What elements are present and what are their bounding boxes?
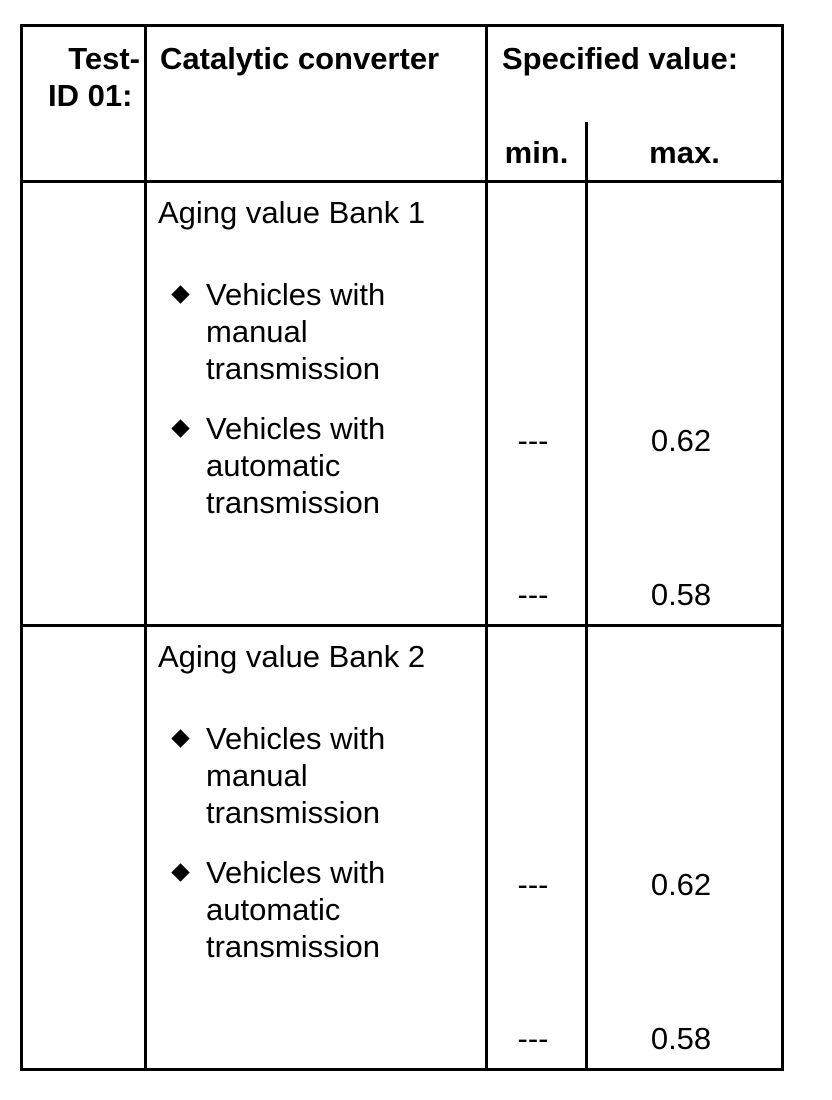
list-item-line: automatic: [206, 448, 341, 483]
list-item-line: transmission: [206, 351, 380, 386]
header-test-id-line2: ID 01:: [48, 78, 133, 113]
list-item-line: Vehicles with: [206, 721, 386, 756]
column-divider-id: [144, 24, 147, 1071]
value-min: ---: [517, 423, 549, 458]
table-border-bottom: [20, 1068, 784, 1071]
row-title-bank-1: Aging value Bank 1: [158, 195, 426, 230]
value-min: ---: [517, 577, 549, 612]
bullet-diamond-icon: [171, 729, 189, 747]
value-max: 0.58: [650, 1021, 712, 1056]
list-item-line: manual: [206, 758, 308, 793]
list-item-line: transmission: [206, 929, 380, 964]
table-border-right: [781, 24, 784, 1071]
header-min: min.: [504, 135, 569, 170]
list-item-line: Vehicles with: [206, 411, 386, 446]
header-specified-value: Specified value:: [502, 41, 739, 76]
value-max: 0.62: [650, 867, 712, 902]
bullet-diamond-icon: [171, 285, 189, 303]
list-item-line: manual: [206, 314, 308, 349]
column-divider-component: [485, 24, 488, 1071]
list-item-line: transmission: [206, 485, 380, 520]
table-border-top: [20, 24, 784, 27]
list-item-line: Vehicles with: [206, 855, 386, 890]
header-divider: [20, 180, 784, 183]
list-item-line: Vehicles with: [206, 277, 386, 312]
list-item-line: automatic: [206, 892, 341, 927]
bullet-diamond-icon: [171, 863, 189, 881]
value-min: ---: [517, 1021, 549, 1056]
value-max: 0.58: [650, 577, 712, 612]
row-divider: [20, 624, 784, 627]
header-component: Catalytic converter: [160, 41, 440, 76]
table-border-left: [20, 24, 23, 1071]
row-title-bank-2: Aging value Bank 2: [158, 639, 426, 674]
header-max: max.: [649, 135, 720, 170]
value-min: ---: [517, 867, 549, 902]
bullet-diamond-icon: [171, 419, 189, 437]
list-item-line: transmission: [206, 795, 380, 830]
value-max: 0.62: [650, 423, 712, 458]
header-test-id-line1: Test-: [68, 41, 140, 76]
